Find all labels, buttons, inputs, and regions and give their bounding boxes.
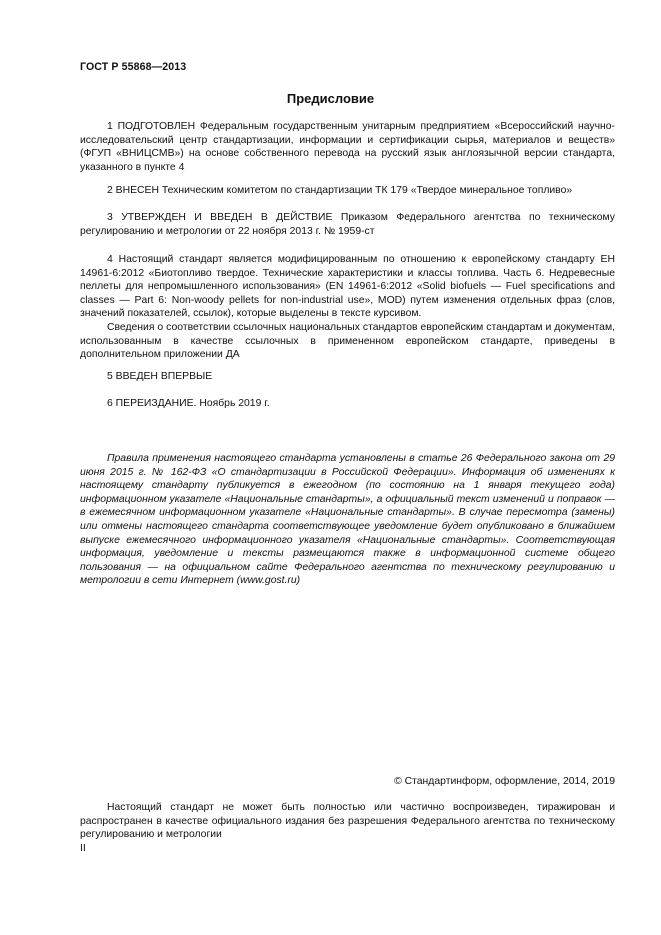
paragraph-1: 1 ПОДГОТОВЛЕН Федеральным государственным унитарным предприятием «Всероссийский научно-исследовательский центр стандартизации, информации и сертификации сырья, материалов и веществ» (ФГУП «ВНИЦСМВ») на основе собственного перевода на русский язык англоязычной версии стандарта, указанного в пункте 4 — [80, 121, 615, 173]
rules-notice: Правила применения настоящего стандарта установлены в статье 26 Федерального закона от 29 июня 2015 г. № 162-ФЗ «О стандартизации в Российской Федерации». Информация об изменениях к настоящему стандарту публикуется в ежегодном (по состоянию на 1 января текущего года) информационном указателе «Национальные стандарты», а официальный текст изменений и поправок — в ежемесячном информационном указателе «Национальные стандарты». В случае пересмотра (замены) или отмены настоящего стандарта соответствующее уведомление будет опубликовано в ближайшем выпуске ежемесячного информационного указателя «Национальные стандарты». Соответствующая информация, уведомление и тексты размещаются также в информационной системе общего пользования — на официальном сайте Федерального агентства по техническому регулированию и метрологии в сети Интернет (www.gost.ru) — [80, 453, 615, 587]
copyright: © Стандартинформ, оформление, 2014, 2019 — [394, 776, 615, 787]
paragraph-4-references: Сведения о соответствии ссылочных национальных стандартов европейским стандартам и документам, использованным в качестве ссылочных в примененном европейском стандарте, приведены в дополнительном приложении ДА — [80, 322, 615, 361]
paragraph-2: 2 ВНЕСЕН Техническим комитетом по стандартизации ТК 179 «Твердое минеральное топливо» — [107, 185, 573, 196]
paragraph-4: 4 Настоящий стандарт является модифицированным по отношению к европейскому стандарту ЕН 14961-6:2012 «Биотопливо твердое. Технические характеристики и классы топлива. Часть 6. Недревесные пеллеты для непромышленного использования» (EN 14961-6:2012 «Solid biofuels — Fuel specifications and classes — Part 6: Non-woody pellets for non-industrial use», MOD) путем изменения отдельных фраз (слов, значений показателей, ссылок), которые выделены в тексте курсивом. — [80, 254, 615, 320]
document-id: ГОСТ Р 55868—2013 — [80, 61, 187, 73]
section-title: Предисловие — [286, 91, 375, 106]
paragraph-3: 3 УТВЕРЖДЕН И ВВЕДЕН В ДЕЙСТВИЕ Приказом Федерального агентства по техническому регулированию и метрологии от 22 ноября 2013 г. № 1959-ст — [80, 212, 615, 237]
page-number: II — [80, 843, 86, 854]
paragraph-6: 6 ПЕРЕИЗДАНИЕ. Ноябрь 2019 г. — [107, 398, 270, 409]
reproduction-notice: Настоящий стандарт не может быть полностью или частично воспроизведен, тиражирован и распространен в качестве официального издания без разрешения Федерального агентства по техническому регулированию и метрологии — [80, 802, 615, 841]
paragraph-5: 5 ВВЕДЕН ВПЕРВЫЕ — [107, 371, 213, 382]
